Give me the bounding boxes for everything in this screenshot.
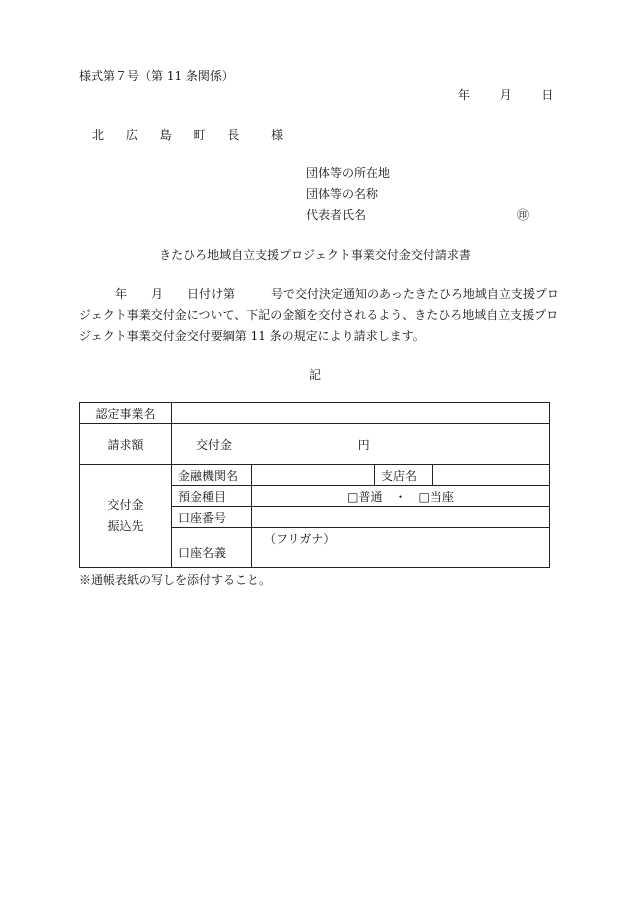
body-line-2: ジェクト事業交付金について、下記の金額を交付されるよう、きたひろ地域自立支援プロ [79, 308, 559, 322]
representative-label: 代表者氏名 [306, 208, 367, 222]
account-type-options[interactable]: □普通 ・ □当座 [252, 486, 550, 507]
account-holder-label: 口座名義 [172, 528, 252, 568]
document-title: きたひろ地域自立支援プロジェクト事業交付金交付請求書 [159, 248, 471, 262]
account-type-label: 預金種目 [172, 486, 252, 507]
attachment-note: ※通帳表紙の写しを添付すること。 [79, 573, 272, 587]
account-number-field[interactable] [252, 507, 550, 528]
account-number-label: 口座番号 [172, 507, 252, 528]
request-amount-row [80, 424, 550, 465]
body-paragraph [79, 284, 559, 347]
ki-heading: 記 [308, 368, 321, 382]
addressee [92, 126, 292, 143]
addressee-honorific: 様 [271, 128, 293, 142]
request-amount-field[interactable] [172, 424, 550, 465]
transfer-label-line-2: 振込先 [107, 519, 144, 533]
applicant-address-label: 団体等の所在地 [306, 166, 391, 180]
bank-name-label: 金融機関名 [172, 465, 252, 486]
body-line-3: ジェクト事業交付金交付要綱第 11 条の規定により請求します。 [79, 329, 425, 343]
branch-label: 支店名 [375, 465, 433, 486]
transfer-label-line-1: 交付金 [107, 498, 144, 512]
project-name-field[interactable] [172, 403, 550, 424]
form-number: 様式第７号（第 11 条関係） [79, 69, 234, 83]
date-line [458, 86, 553, 103]
bank-name-row [80, 465, 550, 486]
project-name-label: 認定事業名 [80, 403, 172, 424]
applicant-name-label: 団体等の名称 [306, 187, 379, 201]
yen-unit: 円 [357, 437, 370, 452]
branch-field[interactable] [433, 465, 550, 486]
date-month: 月 [499, 88, 512, 102]
seal-mark: ㊞ [517, 208, 530, 222]
grant-label: 交付金 [196, 437, 233, 452]
request-form-table [79, 402, 550, 568]
body-line-1: 年 月 日付け第 号で交付決定通知のあったきたひろ地域自立支援プロ [115, 287, 559, 301]
date-year: 年 [458, 88, 471, 102]
account-holder-field[interactable] [252, 528, 550, 568]
bank-name-field[interactable] [252, 465, 375, 486]
date-day: 日 [541, 88, 554, 102]
request-amount-label: 請求額 [80, 424, 172, 465]
project-name-row [80, 403, 550, 424]
addressee-name: 北 広 島 町 長 [92, 128, 249, 142]
transfer-destination-label [80, 465, 172, 568]
furigana-label: （フリガナ） [264, 532, 336, 546]
